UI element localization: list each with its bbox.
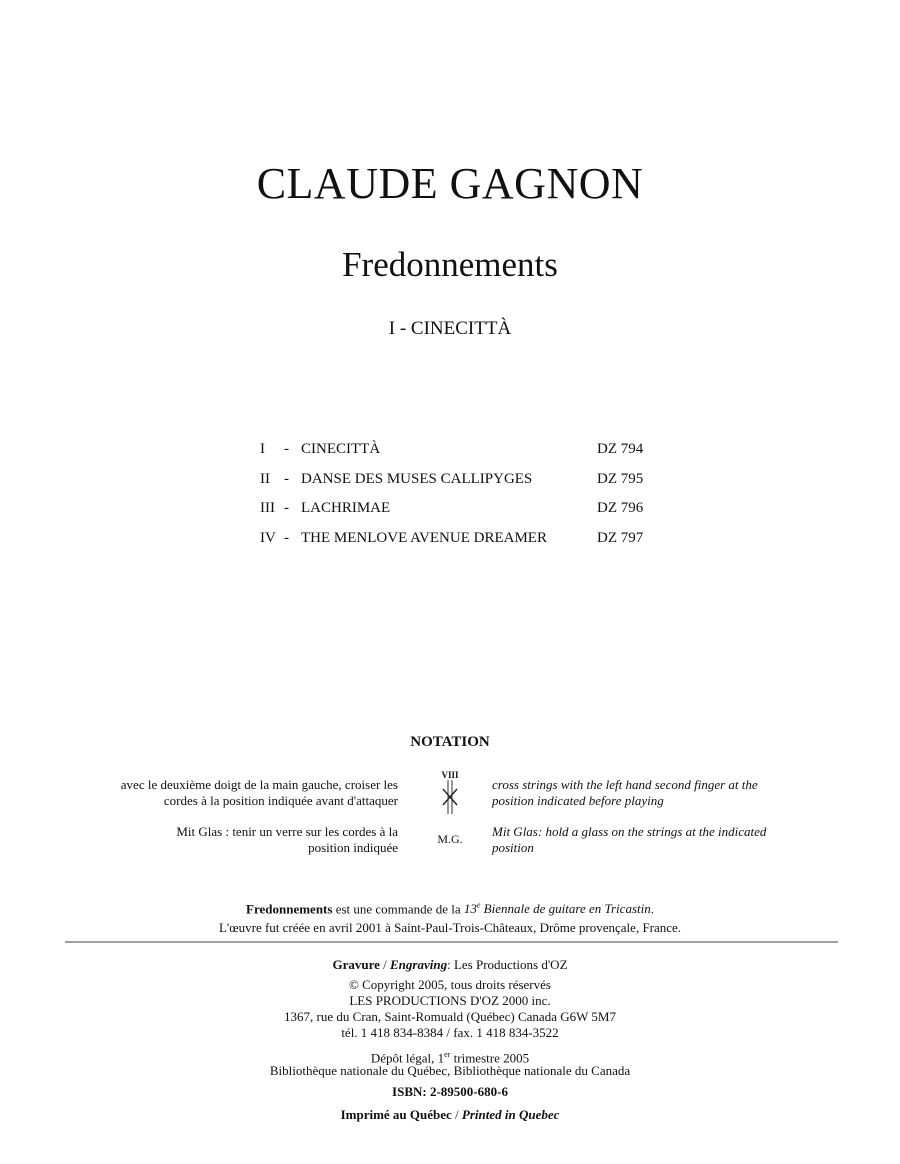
isbn: ISBN: 2-89500-680-6 — [392, 1084, 508, 1099]
symbol-label: VIII — [441, 770, 459, 780]
printed-in: Imprimé au Québec / Printed in Quebec — [340, 1107, 560, 1122]
copyright: © Copyright 2005, tous droits réservés — [349, 977, 551, 992]
separator: - — [284, 470, 289, 487]
commission-line: Fredonnements est une commande de la 13e Biennale de guitare en Tricastin. — [246, 901, 654, 917]
movement-number: I — [260, 441, 265, 457]
phone-fax: tél. 1 418 834-8384 / fax. 1 418 834-3522 — [341, 1025, 559, 1040]
catalog-number: DZ 795 — [597, 470, 644, 487]
movement-title: I - CINECITTÀ — [388, 318, 512, 339]
notation-heading: NOTATION — [410, 734, 490, 750]
movement-name: CINECITTÀ — [301, 441, 381, 457]
catalog-number: DZ 796 — [597, 500, 644, 516]
composer-name: CLAUDE GAGNON — [256, 159, 644, 208]
premiere-line: L'œuvre fut créée en avril 2001 à Saint-Paul-Trois-Châteaux, Drôme provençale, France. — [218, 920, 682, 935]
movement-number: IV — [260, 529, 276, 546]
crossed-strings-symbol — [430, 770, 470, 818]
movement-name: THE MENLOVE AVENUE DREAMER — [301, 529, 547, 546]
divider — [65, 941, 838, 943]
address: 1367, rue du Cran, Saint-Romuald (Québec) Canada G6W 5M7 — [284, 1009, 616, 1024]
list-item — [260, 441, 660, 471]
list-item — [260, 471, 660, 501]
movement-name: LACHRIMAE — [301, 500, 391, 516]
movement-name: DANSE DES MUSES CALLIPYGES — [301, 470, 533, 487]
list-item — [260, 530, 660, 560]
publisher: LES PRODUCTIONS D'OZ 2000 inc. — [349, 993, 551, 1008]
catalog-number: DZ 794 — [597, 441, 644, 457]
work-title-bold: Fredonnements — [246, 901, 333, 917]
crossed-strings-icon — [438, 780, 462, 814]
notation-fr-crossed-strings: avec le deuxième doigt de la main gauche, croiser les cordes à la position indiquée avant d'attaquer — [120, 777, 398, 808]
movement-number: II — [260, 470, 270, 487]
separator: - — [284, 529, 289, 546]
mit-glas-symbol: M.G. — [437, 832, 463, 846]
notation-en-mit-glas: Mit Glas: hold a glass on the strings at the indicated position — [492, 824, 767, 855]
movement-number: III — [260, 500, 275, 516]
list-item — [260, 500, 660, 530]
engraving-credit: Gravure / Engraving: Les Productions d'OZ — [332, 957, 568, 972]
separator: - — [284, 441, 289, 457]
legal-deposit: Dépôt légal, 1er trimestre 2005 — [370, 1050, 530, 1066]
work-title: Fredonnements — [342, 245, 558, 284]
catalog-number: DZ 797 — [597, 529, 644, 546]
libraries: Bibliothèque nationale du Québec, Bibliothèque nationale du Canada — [269, 1063, 631, 1078]
notation-en-crossed-strings: cross strings with the left hand second finger at the position indicated before playing — [492, 777, 758, 808]
separator: - — [284, 500, 289, 516]
movement-list — [260, 441, 660, 559]
notation-fr-mit-glas: Mit Glas : tenir un verre sur les cordes à la position indiquée — [176, 824, 398, 855]
